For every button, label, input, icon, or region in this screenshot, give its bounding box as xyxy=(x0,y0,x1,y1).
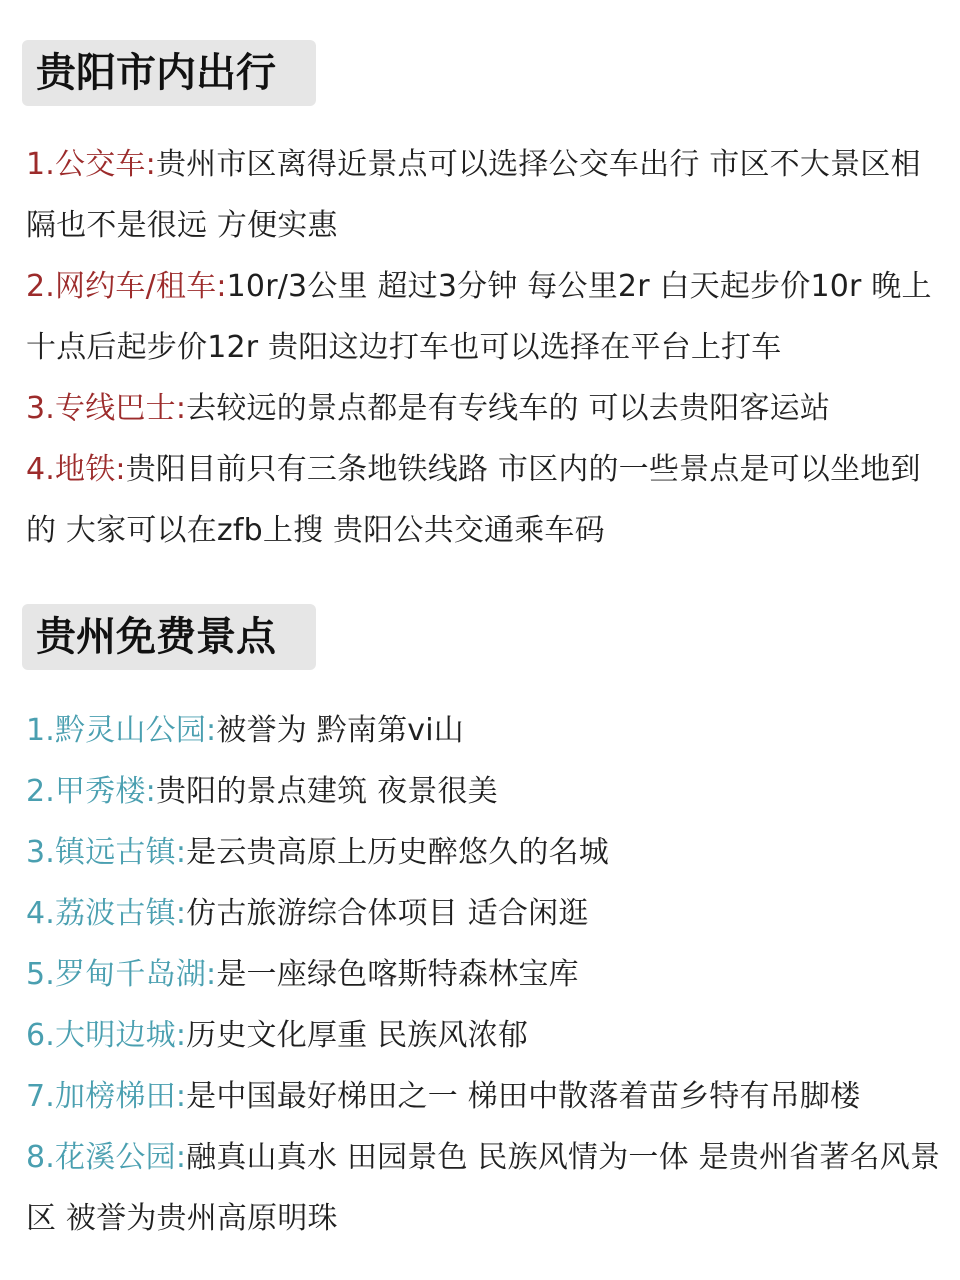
list-item-attraction xyxy=(26,1005,946,1066)
item-label: 2.网约车/租车: xyxy=(26,269,227,304)
list-item-attraction xyxy=(26,883,946,944)
item-text: 贵阳目前只有三条地铁线路 市区内的一些景点是可以坐地到的 大家可以在zfb上搜 贵阳公共交通乘车码 xyxy=(26,452,921,548)
list-item-attraction xyxy=(26,1127,946,1249)
item-text: 贵州市区离得近景点可以选择公交车出行 市区不大景区相隔也不是很远 方便实惠 xyxy=(26,147,921,243)
item-text: 去较远的景点都是有专线车的 可以去贵阳客运站 xyxy=(186,391,831,426)
item-label: 4.地铁: xyxy=(26,452,126,487)
list-item-attraction xyxy=(26,944,946,1005)
item-label: 3.专线巴士: xyxy=(26,391,187,426)
item-text: 10r/3公里 超过3分钟 每公里2r 白天起步价10r 晚上十点后起步价12r 贵阳这边打车也可以选择在平台上打车 xyxy=(26,269,932,365)
item-text: 是一座绿色喀斯特森林宝库 xyxy=(216,957,579,992)
section-title-transport: 贵阳市内出行 xyxy=(22,40,316,106)
transport-list xyxy=(26,134,946,561)
item-text: 被誉为 黔南第vi山 xyxy=(216,713,464,748)
list-item-attraction xyxy=(26,822,946,883)
list-item-shuttle xyxy=(26,378,946,439)
attractions-list xyxy=(26,700,946,1249)
item-label: 1.公交车: xyxy=(26,147,156,182)
item-text: 仿古旅游综合体项目 适合闲逛 xyxy=(186,896,589,931)
item-label: 6.大明边城: xyxy=(26,1018,187,1053)
item-text: 是中国最好梯田之一 梯田中散落着苗乡特有吊脚楼 xyxy=(186,1079,861,1114)
list-item-bus xyxy=(26,134,946,256)
item-label: 2.甲秀楼: xyxy=(26,774,156,809)
item-label: 4.荔波古镇: xyxy=(26,896,187,931)
item-text: 贵阳的景点建筑 夜景很美 xyxy=(155,774,498,809)
item-text: 是云贵高原上历史醉悠久的名城 xyxy=(186,835,609,870)
item-label: 7.加榜梯田: xyxy=(26,1079,187,1114)
list-item-attraction xyxy=(26,1066,946,1127)
item-text: 历史文化厚重 民族风浓郁 xyxy=(186,1018,529,1053)
item-label: 1.黔灵山公园: xyxy=(26,713,217,748)
item-label: 5.罗甸千岛湖: xyxy=(26,957,217,992)
item-label: 8.花溪公园: xyxy=(26,1140,187,1175)
item-text: 融真山真水 田园景色 民族风情为一体 是贵州省著名风景区 被誉为贵州高原明珠 xyxy=(26,1140,941,1236)
section-title-free-attractions: 贵州免费景点 xyxy=(22,604,316,670)
item-label: 3.镇远古镇: xyxy=(26,835,187,870)
list-item-metro xyxy=(26,439,946,561)
list-item-taxi xyxy=(26,256,946,378)
list-item-attraction xyxy=(26,761,946,822)
list-item-attraction xyxy=(26,700,946,761)
